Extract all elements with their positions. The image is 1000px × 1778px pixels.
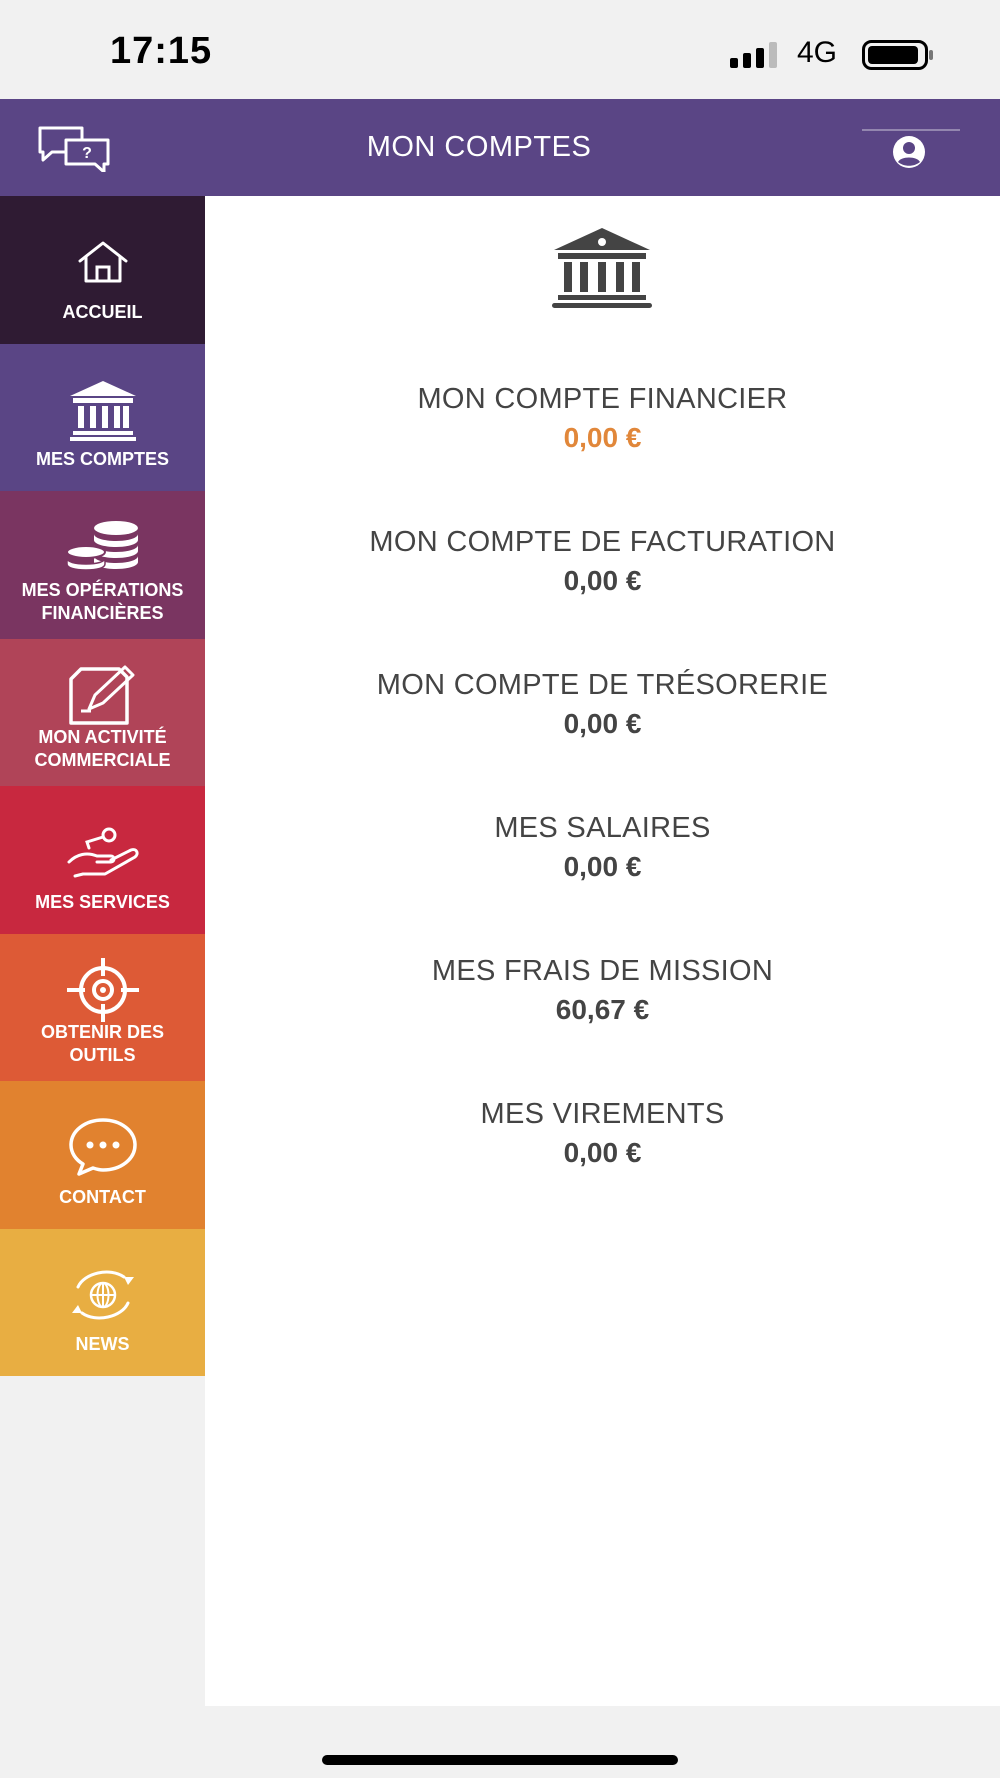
sidebar-item-label: MES OPÉRATIONS FINANCIÈRES <box>21 579 184 623</box>
sidebar-item-label: ACCUEIL <box>62 301 143 322</box>
sidebar-item-label: MES COMPTES <box>35 449 169 469</box>
account-amount: 0,00 € <box>563 708 642 739</box>
account-name: MES VIREMENTS <box>480 1098 725 1130</box>
account-item[interactable] <box>205 812 1000 883</box>
sidebar-item-contact[interactable] <box>0 1081 205 1229</box>
account-amount: 0,00 € <box>563 1137 642 1168</box>
coins-icon <box>64 520 142 578</box>
chat-bubble-icon <box>67 1116 139 1178</box>
account-name: MES FRAIS DE MISSION <box>431 955 774 987</box>
sidebar-item-mes-services[interactable] <box>0 786 205 934</box>
signal-icon <box>730 42 782 68</box>
sidebar-item-accueil[interactable] <box>0 196 205 344</box>
status-time: 17:15 <box>110 30 213 72</box>
sidebar-item-label: NEWS <box>75 1334 130 1354</box>
sidebar-item-label: MON ACTIVITÉ COMMERCIALE <box>34 727 171 770</box>
page-title: MON COMPTES <box>366 131 592 163</box>
account-amount: 0,00 € <box>563 851 642 882</box>
edit-document-icon <box>67 663 139 727</box>
sidebar-item-mes-operations-financieres[interactable] <box>0 491 205 639</box>
sidebar-item-news[interactable] <box>0 1229 205 1377</box>
profile-button[interactable] <box>862 129 960 169</box>
sidebar-item-label: CONTACT <box>59 1186 146 1207</box>
sidebar-item-mon-activite-commerciale[interactable] <box>0 639 205 787</box>
home-icon <box>76 239 130 285</box>
sidebar-item-obtenir-des-outils[interactable] <box>0 934 205 1082</box>
account-item[interactable] <box>205 526 1000 597</box>
status-bar <box>0 0 1000 99</box>
account-item[interactable] <box>205 383 1000 454</box>
bank-icon <box>550 226 654 310</box>
sidebar-item-label: MES SERVICES <box>35 891 170 912</box>
user-circle-icon <box>892 135 926 169</box>
account-name: MES SALAIRES <box>494 812 711 844</box>
account-item[interactable] <box>205 955 1000 1026</box>
home-indicator[interactable] <box>322 1755 678 1765</box>
accounts-panel <box>205 196 1000 1706</box>
sidebar-nav <box>0 196 205 1376</box>
svg-text:?: ? <box>82 145 92 162</box>
sidebar-item-mes-comptes[interactable] <box>0 344 205 492</box>
account-item[interactable] <box>205 1098 1000 1169</box>
account-name: MON COMPTE DE TRÉSORERIE <box>376 669 829 701</box>
app-header <box>0 99 1000 196</box>
account-item[interactable] <box>205 669 1000 740</box>
account-name: MON COMPTE FINANCIER <box>417 383 788 415</box>
home-indicator-area <box>0 1706 1000 1778</box>
target-icon <box>67 958 139 1022</box>
network-type: 4G <box>797 36 838 69</box>
battery-icon <box>862 40 934 70</box>
sidebar-item-label: OBTENIR DES OUTILS <box>40 1022 164 1065</box>
account-amount: 0,00 € <box>563 422 642 453</box>
account-name: MON COMPTE DE FACTURATION <box>369 526 836 558</box>
bank-icon <box>68 379 138 441</box>
account-amount: 60,67 € <box>555 994 650 1025</box>
hand-key-icon <box>65 826 141 878</box>
account-amount: 0,00 € <box>563 565 642 596</box>
globe-refresh-icon <box>66 1267 140 1323</box>
